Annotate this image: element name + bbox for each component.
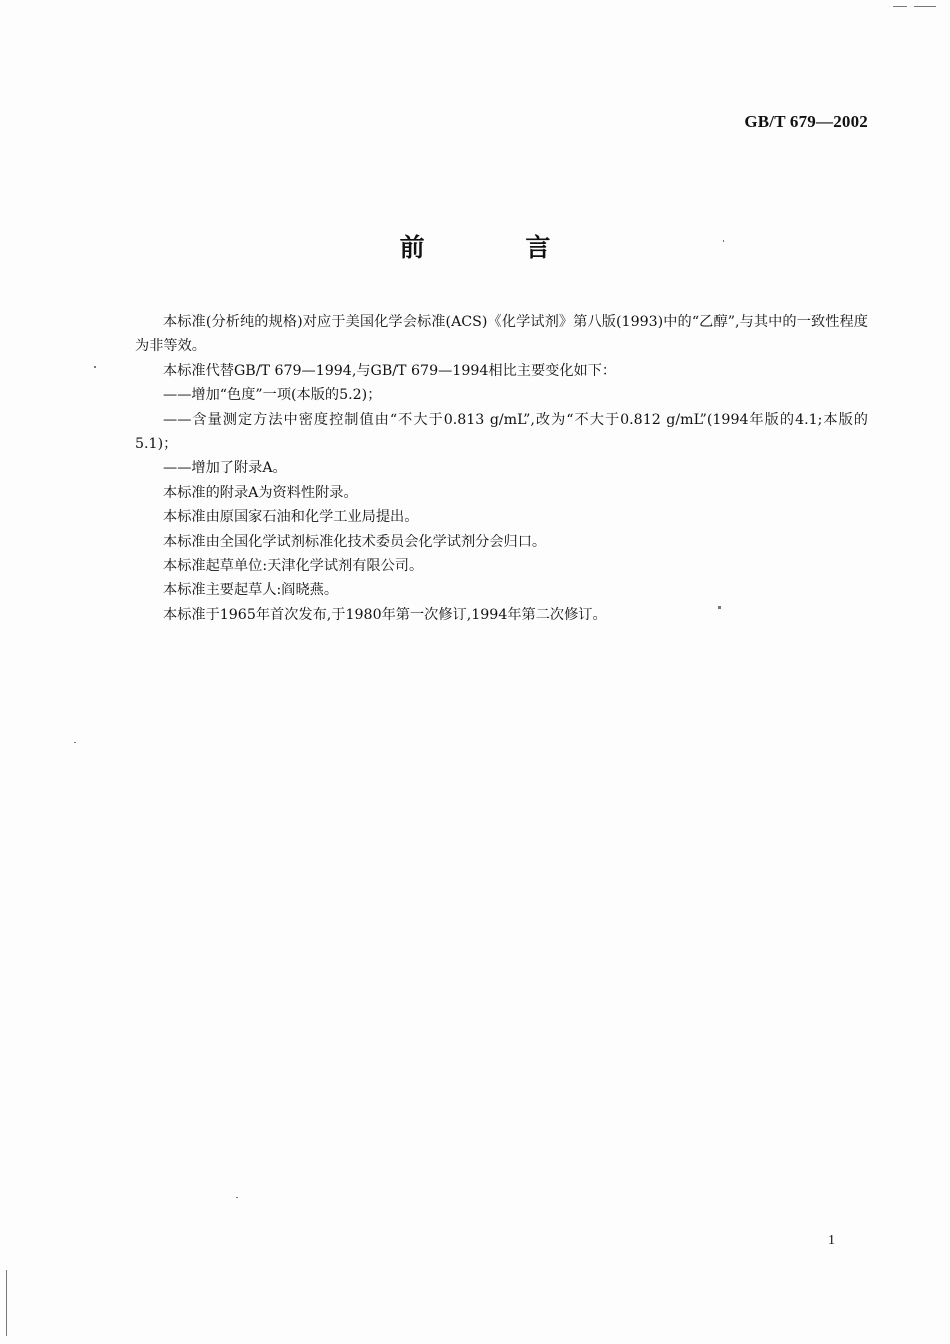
scan-dot-3 bbox=[74, 742, 76, 743]
paragraph-drafting-unit: 本标准起草单位:天津化学试剂有限公司。 bbox=[163, 558, 424, 575]
paragraph-change-color: ——增加“色度”一项(本版的5.2)； bbox=[163, 387, 382, 404]
paragraph-appendix-info: 本标准的附录A为资料性附录。 bbox=[163, 484, 358, 501]
scan-dot-5 bbox=[723, 240, 724, 242]
paragraph-proposer: 本标准由原国家石油和化学工业局提出。 bbox=[163, 509, 419, 526]
scan-dot-1 bbox=[94, 366, 96, 368]
standard-code: GB/T 679—2002 bbox=[744, 112, 868, 131]
paragraph-change-density: ——含量测定方法中密度控制值由“不大于0.813 g/mL”,改为“不大于0.812 g/mL”(1994年版的4.1;本版的5.1)； bbox=[135, 411, 868, 453]
paragraph-history: 本标准于1965年首次发布,于1980年第一次修订,1994年第二次修订。 bbox=[163, 606, 607, 623]
paragraph-change-appendix: ——增加了附录A。 bbox=[163, 460, 287, 477]
paragraph-drafter: 本标准主要起草人:阎晓燕。 bbox=[163, 582, 339, 599]
scan-mark-left-edge bbox=[6, 1270, 7, 1336]
scan-mark-top-right-1 bbox=[893, 6, 907, 7]
scan-dot-4 bbox=[236, 1197, 238, 1198]
scan-mark-top-right-2 bbox=[914, 6, 936, 7]
paragraph-committee: 本标准由全国化学试剂标准化技术委员会化学试剂分会归口。 bbox=[163, 533, 547, 550]
paragraph-correspondence: 本标准(分析纯的规格)对应于美国化学会标准(ACS)《化学试剂》第八版(1993)中的“乙醇”,与其中的一致性程度为非等效。 bbox=[135, 314, 868, 355]
foreword-body bbox=[135, 310, 868, 627]
page-title: 前 言 bbox=[399, 233, 597, 262]
scan-dot-2 bbox=[718, 606, 721, 609]
paragraph-replacement: 本标准代替GB/T 679—1994,与GB/T 679—1994相比主要变化如下： bbox=[163, 362, 617, 379]
page-number: 1 bbox=[828, 1233, 835, 1248]
